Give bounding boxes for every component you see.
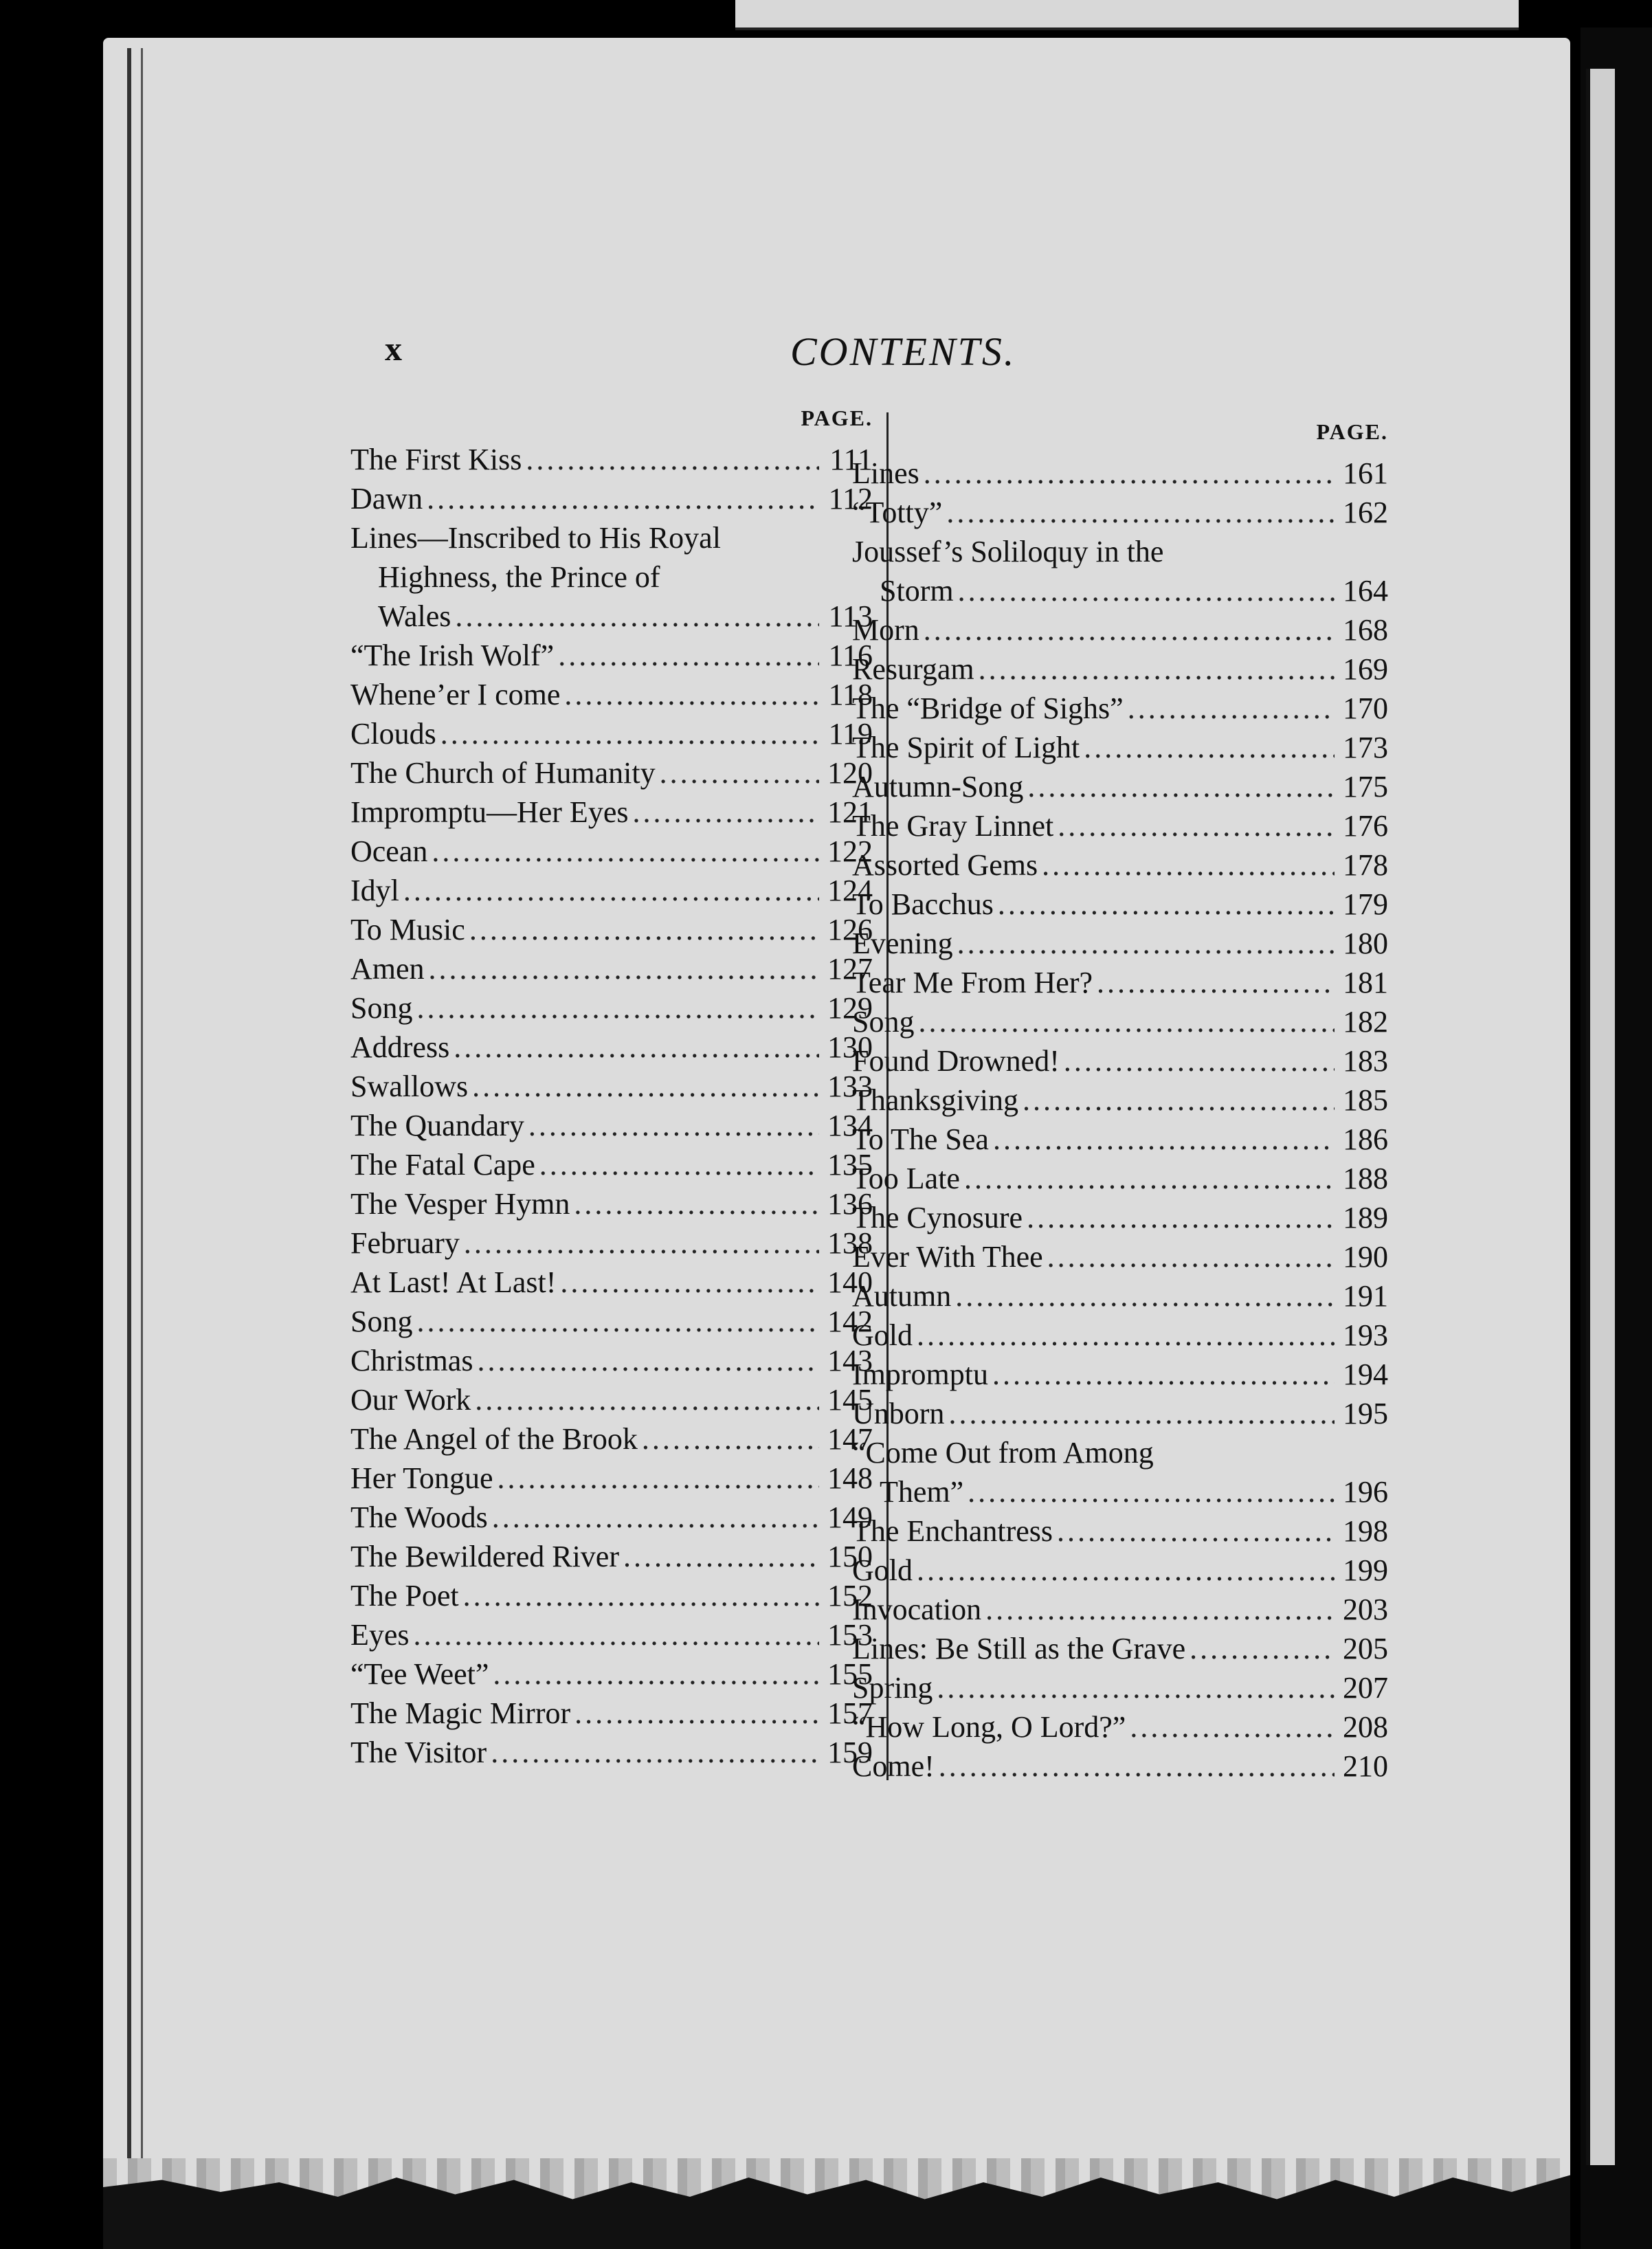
- toc-entry-page: 189: [1343, 1201, 1388, 1234]
- toc-entry-page: 194: [1343, 1358, 1388, 1391]
- toc-entry-page: 122: [827, 834, 873, 868]
- toc-entry-title: The Angel of the Brook: [350, 1422, 638, 1456]
- toc-entry: [350, 910, 873, 949]
- toc-entry-page: 133: [827, 1070, 873, 1103]
- leader-dots: [924, 610, 1335, 650]
- leader-dots: [993, 1120, 1335, 1159]
- toc-entry-page: 175: [1343, 770, 1388, 804]
- toc-entry: [852, 571, 1388, 610]
- toc-entry-page: 181: [1343, 966, 1388, 999]
- toc-entry: [852, 1472, 1388, 1511]
- toc-entry-page: 112: [828, 482, 873, 516]
- toc-entry-page: 195: [1343, 1397, 1388, 1430]
- leader-dots: [1057, 1511, 1335, 1551]
- leader-dots: [564, 675, 819, 714]
- toc-entry-page: 140: [827, 1265, 873, 1299]
- leader-dots: [1047, 1237, 1335, 1276]
- leader-dots: [1064, 1041, 1335, 1081]
- toc-entry: [852, 845, 1388, 885]
- toc-entry-title: The Quandary: [350, 1109, 524, 1142]
- toc-entry-title: Spring: [852, 1671, 933, 1705]
- toc-entry-page: 147: [827, 1422, 873, 1456]
- toc-entry-title: The Fatal Cape: [350, 1148, 535, 1182]
- toc-entry-page: 152: [827, 1579, 873, 1613]
- toc-entry-page: 145: [827, 1383, 873, 1417]
- toc-entry: [350, 1654, 873, 1694]
- toc-entry-page: 111: [829, 443, 873, 476]
- toc-entry-title: Gold: [852, 1553, 913, 1587]
- toc-entry: [852, 1747, 1388, 1786]
- toc-entry-title: Idyl: [350, 874, 399, 907]
- toc-entry-page: 136: [827, 1187, 873, 1221]
- leader-dots: [492, 1498, 819, 1537]
- leader-dots: [416, 988, 819, 1028]
- toc-entry: [350, 1341, 873, 1380]
- toc-entry-title: The Spirit of Light: [852, 731, 1080, 764]
- toc-entry-title: Impromptu: [852, 1358, 988, 1391]
- toc-entry-page: 196: [1343, 1475, 1388, 1509]
- toc-entry-page: 170: [1343, 691, 1388, 725]
- toc-entry-title: “Totty”: [852, 496, 943, 529]
- leader-dots: [498, 1459, 820, 1498]
- leader-dots: [979, 650, 1335, 689]
- page-left-edge: [127, 48, 131, 2165]
- toc-entry-title: Our Work: [350, 1383, 471, 1417]
- toc-entry: [350, 1615, 873, 1654]
- toc-entry-title: To The Sea: [852, 1122, 989, 1156]
- leader-dots: [660, 753, 819, 793]
- leader-dots: [491, 1733, 819, 1772]
- toc-entry-page: 142: [827, 1305, 873, 1338]
- toc-entry-title: Impromptu—Her Eyes: [350, 795, 629, 829]
- leader-dots: [1042, 845, 1335, 885]
- toc-entry-title: “The Irish Wolf”: [350, 639, 555, 672]
- toc-entry-page: 185: [1343, 1083, 1388, 1117]
- leader-dots: [998, 885, 1335, 924]
- page-left-edge-inner: [141, 48, 143, 2165]
- toc-entry-title: Lines: Be Still as the Grave: [852, 1632, 1186, 1665]
- toc-entry: [852, 1002, 1388, 1041]
- leader-dots: [1084, 728, 1335, 767]
- leader-dots: [526, 440, 819, 479]
- toc-entry-title: The Cynosure: [852, 1201, 1023, 1234]
- page-column-label: PAGE.: [1316, 419, 1388, 444]
- leader-dots: [937, 1668, 1335, 1707]
- toc-entry: [350, 1694, 873, 1733]
- leader-dots: [1058, 806, 1335, 845]
- toc-entry: [350, 1302, 873, 1341]
- toc-entry-title: Whene’er I come: [350, 678, 561, 711]
- toc-entry-title-continuation: Highness, the Prince of: [378, 560, 660, 594]
- toc-entry-page: 116: [828, 639, 873, 672]
- toc-entry: [852, 1394, 1388, 1433]
- toc-entry-page: 157: [827, 1696, 873, 1730]
- leader-dots: [463, 1576, 819, 1615]
- leader-dots: [1128, 689, 1335, 728]
- toc-entry: [350, 714, 873, 753]
- toc-entry-title: Gold: [852, 1318, 913, 1352]
- toc-entry: [852, 610, 1388, 650]
- toc-entry-page: 199: [1343, 1553, 1388, 1587]
- toc-entry: [350, 1145, 873, 1184]
- toc-entry-page: 183: [1343, 1044, 1388, 1078]
- toc-entry-page: 135: [827, 1148, 873, 1182]
- toc-entry-title: The Enchantress: [852, 1514, 1053, 1548]
- leader-dots: [924, 454, 1335, 493]
- leader-dots: [455, 597, 819, 636]
- toc-entry: [350, 832, 873, 871]
- toc-entry-page: 191: [1343, 1279, 1388, 1313]
- toc-entry-page: 113: [828, 599, 873, 633]
- leader-dots: [472, 1067, 819, 1106]
- leader-dots: [1027, 1198, 1335, 1237]
- page-number: x: [385, 329, 402, 368]
- toc-entry-page: 120: [827, 756, 873, 790]
- leader-dots: [1023, 1081, 1335, 1120]
- toc-entry-title: Autumn-Song: [852, 770, 1024, 804]
- leader-dots: [1190, 1629, 1335, 1668]
- toc-entry-page: 150: [827, 1540, 873, 1573]
- toc-entry: [852, 1081, 1388, 1120]
- toc-entry: [852, 1120, 1388, 1159]
- toc-entry-title: The Bewildered River: [350, 1540, 619, 1573]
- toc-entry-title: Address: [350, 1030, 450, 1064]
- leader-dots: [946, 493, 1335, 532]
- toc-entry: [852, 1041, 1388, 1081]
- leader-dots: [454, 1028, 819, 1067]
- toc-left-column: [350, 406, 873, 1772]
- toc-entry-page: 153: [827, 1618, 873, 1652]
- toc-entry: [350, 597, 873, 636]
- toc-entry-title: Evening: [852, 927, 953, 960]
- toc-entry: [350, 1380, 873, 1419]
- toc-entry-page: 186: [1343, 1122, 1388, 1156]
- toc-entry: [350, 479, 873, 518]
- toc-entry-title: Dawn: [350, 482, 423, 516]
- toc-entry: [350, 1263, 873, 1302]
- toc-entry: [350, 1576, 873, 1615]
- toc-entry-page: 188: [1343, 1162, 1388, 1195]
- toc-entry-title: Amen: [350, 952, 425, 986]
- leader-dots: [432, 832, 819, 871]
- leader-dots: [957, 924, 1335, 963]
- leader-dots: [964, 1159, 1335, 1198]
- toc-entry-page: 164: [1343, 574, 1388, 608]
- toc-entry-title: Resurgam: [852, 652, 974, 686]
- page-bottom-edge: [103, 2158, 1570, 2249]
- leader-dots: [539, 1145, 819, 1184]
- toc-entry: [852, 1629, 1388, 1668]
- toc-entry: [852, 454, 1388, 493]
- toc-right-column: [852, 419, 1388, 1786]
- toc-entry: [852, 1159, 1388, 1198]
- toc-entry: [350, 1106, 873, 1145]
- leader-dots: [1097, 963, 1335, 1002]
- toc-entry: [852, 806, 1388, 845]
- toc-entry-title: Ever With Thee: [852, 1240, 1043, 1274]
- toc-entry-page: 161: [1343, 456, 1388, 490]
- toc-entry-page: 180: [1343, 927, 1388, 960]
- toc-entry-page: 118: [828, 678, 873, 711]
- toc-entry: [852, 1590, 1388, 1629]
- leader-dots: [427, 479, 819, 518]
- toc-entry-title: Found Drowned!: [852, 1044, 1060, 1078]
- toc-entry: [852, 689, 1388, 728]
- leader-dots: [493, 1654, 819, 1694]
- toc-entry-title: Swallows: [350, 1070, 469, 1103]
- toc-entry-page: 129: [827, 991, 873, 1025]
- toc-entry: [852, 767, 1388, 806]
- leader-dots: [955, 1276, 1335, 1316]
- toc-entry-page: 203: [1343, 1593, 1388, 1626]
- toc-entry-title: Christmas: [350, 1344, 473, 1377]
- toc-entry-page: 179: [1343, 887, 1388, 921]
- toc-entry-page: 121: [827, 795, 873, 829]
- toc-entry: [852, 1276, 1388, 1316]
- leader-dots: [558, 636, 819, 675]
- leader-dots: [1027, 767, 1335, 806]
- leader-dots: [429, 949, 819, 988]
- toc-entry-title: Joussef’s Soliloquy in the: [852, 535, 1164, 568]
- leader-dots: [477, 1341, 819, 1380]
- toc-entry-page: 143: [827, 1344, 873, 1377]
- leader-dots: [469, 910, 819, 949]
- toc-entry: [350, 753, 873, 793]
- toc-entry-title: The Woods: [350, 1500, 488, 1534]
- toc-entry-page: 149: [827, 1500, 873, 1534]
- toc-entry-title: To Music: [350, 913, 465, 946]
- toc-entry-title: Song: [350, 1305, 413, 1338]
- toc-entry-page: 198: [1343, 1514, 1388, 1548]
- toc-entry-page: 178: [1343, 848, 1388, 882]
- page-column-label: PAGE.: [801, 406, 873, 430]
- toc-entry: [852, 1355, 1388, 1394]
- leader-dots: [528, 1106, 819, 1145]
- toc-entry-title: “Tee Weet”: [350, 1657, 489, 1691]
- toc-entry: [350, 1537, 873, 1576]
- toc-entry-title: To Bacchus: [852, 887, 994, 921]
- toc-entry: [852, 1551, 1388, 1590]
- toc-entry-title: Her Tongue: [350, 1461, 493, 1495]
- toc-entry: [350, 1028, 873, 1067]
- toc-entry-page: 130: [827, 1030, 873, 1064]
- leader-dots: [917, 1551, 1335, 1590]
- toc-entry-title: Assorted Gems: [852, 848, 1038, 882]
- toc-entry: [350, 1419, 873, 1459]
- toc-entry: [852, 728, 1388, 767]
- leader-dots: [632, 793, 819, 832]
- leader-dots: [416, 1302, 819, 1341]
- toc-entry: [350, 949, 873, 988]
- toc-entry-title-continuation: Wales: [378, 599, 451, 633]
- toc-entry: [852, 963, 1388, 1002]
- toc-entry-page: 119: [828, 717, 873, 751]
- toc-entry: [852, 1707, 1388, 1747]
- toc-entry-title: Invocation: [852, 1593, 982, 1626]
- toc-entry-title: Song: [350, 991, 413, 1025]
- toc-entry-page: 168: [1343, 613, 1388, 647]
- toc-entry: [350, 675, 873, 714]
- toc-entry-title: Unborn: [852, 1397, 945, 1430]
- toc-entry: [852, 1198, 1388, 1237]
- toc-entry-page: 173: [1343, 731, 1388, 764]
- toc-entry-title: The Visitor: [350, 1736, 487, 1769]
- leader-dots: [958, 571, 1335, 610]
- leader-dots: [560, 1263, 819, 1302]
- toc-entry-title: Lines—Inscribed to His Royal: [350, 521, 721, 555]
- toc-entry-title: Lines: [852, 456, 919, 490]
- toc-entry: [350, 871, 873, 910]
- toc-entry-page: 138: [827, 1226, 873, 1260]
- book-top-edge: [735, 0, 1519, 30]
- toc-entry-page: 207: [1343, 1671, 1388, 1705]
- toc-entry-title: Tear Me From Her?: [852, 966, 1093, 999]
- toc-entry-title: The First Kiss: [350, 443, 522, 476]
- toc-entry: [852, 650, 1388, 689]
- toc-entry: [350, 988, 873, 1028]
- leader-dots: [642, 1419, 819, 1459]
- toc-entry-title: Eyes: [350, 1618, 410, 1652]
- toc-entry-title-continuation: Storm: [880, 574, 954, 608]
- toc-entry: [350, 1223, 873, 1263]
- toc-entry-title: At Last! At Last!: [350, 1265, 557, 1299]
- leader-dots: [918, 1002, 1335, 1041]
- toc-entry: [350, 1067, 873, 1106]
- toc-entry: [852, 1668, 1388, 1707]
- toc-entry-page: 182: [1343, 1005, 1388, 1039]
- leader-dots: [992, 1355, 1335, 1394]
- toc-entry-page: 162: [1343, 496, 1388, 529]
- toc-entry: [852, 493, 1388, 532]
- leader-dots: [1130, 1707, 1335, 1747]
- torn-edge: [103, 2158, 1570, 2206]
- toc-entry: [350, 440, 873, 479]
- toc-entry-page: 210: [1343, 1749, 1388, 1783]
- toc-entry: [350, 1498, 873, 1537]
- toc-entry-page: 159: [827, 1736, 873, 1769]
- toc-entry-title: Autumn: [852, 1279, 952, 1313]
- toc-entry-page: 134: [827, 1109, 873, 1142]
- toc-entry: [350, 1733, 873, 1772]
- toc-entry: [350, 1459, 873, 1498]
- toc-entry-title: Come!: [852, 1749, 935, 1783]
- leader-dots: [475, 1380, 819, 1419]
- next-page-edge: [1586, 69, 1615, 2165]
- toc-entry: [852, 1237, 1388, 1276]
- leader-dots: [968, 1472, 1335, 1511]
- leader-dots: [464, 1223, 819, 1263]
- leader-dots: [414, 1615, 819, 1654]
- toc-entry-page: 205: [1343, 1632, 1388, 1665]
- toc-entry-title: The Poet: [350, 1579, 459, 1613]
- toc-entry-page: 127: [827, 952, 873, 986]
- leader-dots: [948, 1394, 1335, 1433]
- toc-entry-page: 155: [827, 1657, 873, 1691]
- toc-entry-page: 126: [827, 913, 873, 946]
- toc-entry-title: Thanksgiving: [852, 1083, 1018, 1117]
- toc-entry-title: The Church of Humanity: [350, 756, 656, 790]
- leader-dots: [403, 871, 819, 910]
- toc-entry: [350, 793, 873, 832]
- toc-entry-title: The Magic Mirror: [350, 1696, 571, 1730]
- toc-entry-title: The “Bridge of Sighs”: [852, 691, 1124, 725]
- toc-entry-title: Song: [852, 1005, 915, 1039]
- toc-entry-title: Too Late: [852, 1162, 960, 1195]
- toc-entry: [350, 1184, 873, 1223]
- toc-entry-title: “How Long, O Lord?”: [852, 1710, 1126, 1744]
- toc-entry-title: The Vesper Hymn: [350, 1187, 570, 1221]
- leader-dots: [574, 1694, 819, 1733]
- toc-entry-title: Clouds: [350, 717, 436, 751]
- toc-entry-page: 148: [827, 1461, 873, 1495]
- leader-dots: [623, 1537, 819, 1576]
- toc-entry: [852, 924, 1388, 963]
- toc-entry-title: “Come Out from Among: [852, 1436, 1154, 1470]
- toc-entry-title: Morn: [852, 613, 919, 647]
- leader-dots: [917, 1316, 1335, 1355]
- leader-dots: [939, 1747, 1335, 1786]
- toc-entry: [852, 1316, 1388, 1355]
- toc-entry-page: 169: [1343, 652, 1388, 686]
- toc-entry-title: The Gray Linnet: [852, 809, 1054, 843]
- toc-entry: [350, 636, 873, 675]
- leader-dots: [574, 1184, 819, 1223]
- page-title: CONTENTS.: [790, 329, 1016, 374]
- toc-entry-page: 193: [1343, 1318, 1388, 1352]
- toc-entry-page: 176: [1343, 809, 1388, 843]
- toc-entry: [852, 1511, 1388, 1551]
- leader-dots: [985, 1590, 1335, 1629]
- leader-dots: [440, 714, 819, 753]
- toc-entry-page: 124: [827, 874, 873, 907]
- toc-entry-title-continuation: Them”: [880, 1475, 964, 1509]
- page-header: [385, 329, 1388, 384]
- toc-entry-page: 208: [1343, 1710, 1388, 1744]
- toc-entry: [852, 885, 1388, 924]
- toc-entry-title: Ocean: [350, 834, 428, 868]
- toc-entry-page: 190: [1343, 1240, 1388, 1274]
- toc-entry-title: February: [350, 1226, 460, 1260]
